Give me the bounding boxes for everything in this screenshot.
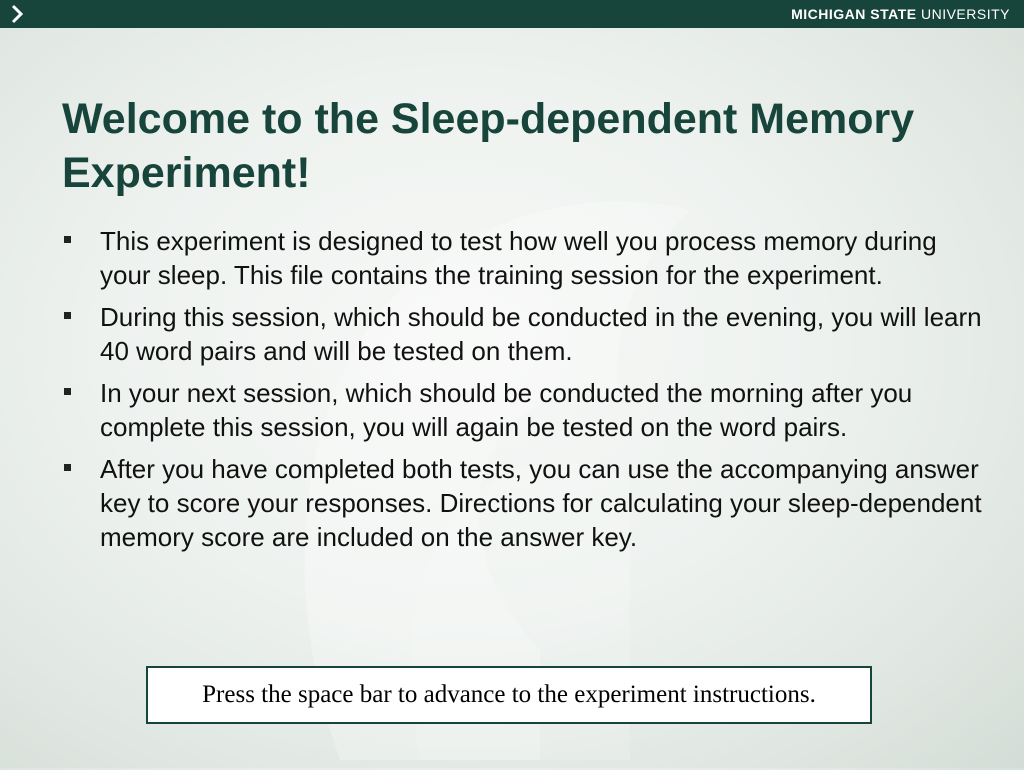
advance-instruction-box [146,666,872,724]
page-title: Welcome to the Sleep-dependent Memory Experiment! [62,95,915,197]
bullet-text: This experiment is designed to test how well you process memory during your sleep. This file contains the training session for the experiment. [100,226,937,290]
bullet-list [62,224,982,562]
bullet-text: During this session, which should be conducted in the evening, you will learn 40 word pairs and will be tested on them. [100,302,982,366]
list-item [62,376,982,444]
university-logo [791,6,1010,22]
bullet-square-icon [64,464,71,471]
advance-instruction-text: Press the space bar to advance to the experiment instructions. [202,681,816,708]
bullet-square-icon [64,236,71,243]
bullet-text: In your next session, which should be conducted the morning after you complete this session, you will again be tested on the word pairs. [100,378,913,442]
bullet-square-icon [64,312,71,319]
list-item [62,224,982,292]
bullet-square-icon [64,388,71,395]
bullet-text: After you have completed both tests, you can use the accompanying answer key to score your responses. Directions for calculating your sleep-dependent memory score are included on the answer key. [100,454,982,552]
header-bar [0,0,1024,28]
list-item [62,452,982,554]
list-item [62,300,982,368]
chevron-right-icon[interactable] [6,3,28,25]
brand-name-bold: MICHIGAN STATE [791,6,917,22]
brand-name-light: UNIVERSITY [916,6,1010,22]
